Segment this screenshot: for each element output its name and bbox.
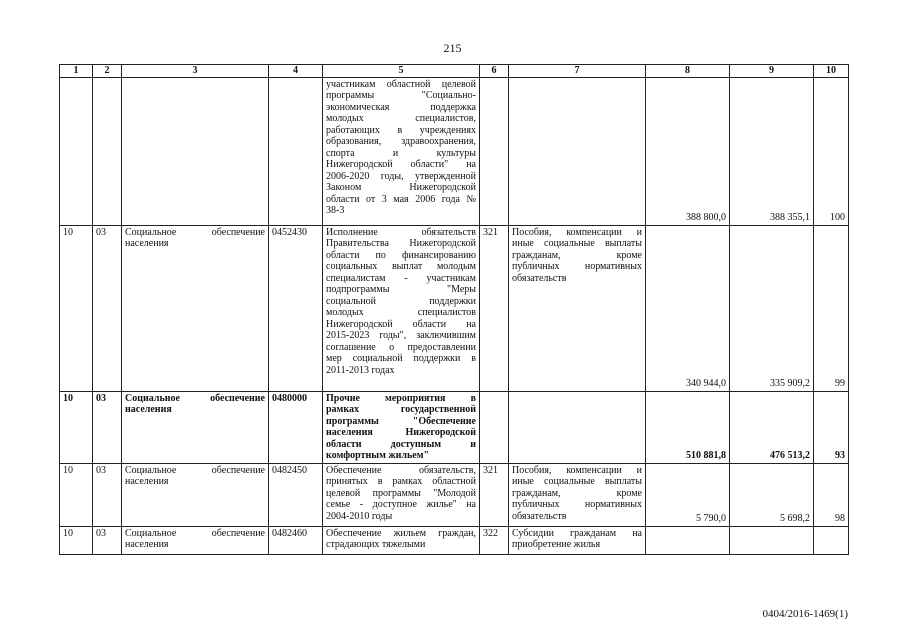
actual-amount-cell <box>730 526 814 554</box>
section-code-cell: 10 <box>60 463 93 526</box>
planned-amount-cell: 5 790,0 <box>646 463 730 526</box>
planned-amount-cell: 388 800,0 <box>646 77 730 225</box>
expense-type-cell <box>480 391 509 463</box>
header-cell: 4 <box>269 65 323 78</box>
cell-line: Нижегородской области" на <box>326 159 476 170</box>
planned-amount-cell: 340 944,0 <box>646 225 730 391</box>
article-name-cell <box>323 391 480 463</box>
cell-line: работающих в учреждениях <box>326 124 476 136</box>
article-name-cell <box>323 225 480 391</box>
header-cell: 5 <box>323 65 480 78</box>
actual-amount-cell: 388 355,1 <box>730 77 814 225</box>
section-name-cell: Социальное обеспечение населения <box>122 391 269 463</box>
cell-line: целевой программы "Молодой <box>326 487 476 499</box>
cell-line: программы "Социально- <box>326 90 476 101</box>
expense-type-name-cell <box>509 77 646 225</box>
section-code-cell: 10 <box>60 225 93 391</box>
target-article-cell: 0482460 <box>269 526 323 554</box>
target-article-cell: 0452430 <box>269 225 323 391</box>
cell-line: мер социальной поддержки в <box>326 353 476 364</box>
cell-line: подпрограммы "Меры <box>326 284 476 295</box>
cell-line: приобретение жилья <box>512 539 601 550</box>
expense-type-cell: 321 <box>480 463 509 526</box>
table-row <box>60 225 849 391</box>
section-code-cell: 10 <box>60 526 93 554</box>
article-name-cell <box>323 463 480 526</box>
cell-line: комфортным жильем" <box>326 450 430 461</box>
actual-amount-cell: 5 698,2 <box>730 463 814 526</box>
table-row <box>60 463 849 526</box>
cell-line: публичных нормативных <box>512 499 642 510</box>
cell-line: рамках государственной <box>326 404 476 415</box>
expense-type-name-cell <box>509 463 646 526</box>
cell-line: образования, здравоохранения, <box>326 136 476 147</box>
cell-line: Субсидии гражданам на <box>512 527 642 539</box>
section-code-cell: 10 <box>60 391 93 463</box>
subsection-code-cell <box>93 77 122 225</box>
cell-line: области по финансированию <box>326 249 476 261</box>
budget-table <box>59 64 849 555</box>
percent-cell: 98 <box>814 463 849 526</box>
section-name-cell <box>122 77 269 225</box>
document-code: 0404/2016-1469(1) <box>762 608 848 620</box>
cell-line: 2011-2013 годах <box>326 364 395 376</box>
cell-line: соглашение о предоставлении <box>326 341 476 353</box>
header-row <box>60 65 849 78</box>
table-row <box>60 391 849 463</box>
cell-line: 2004-2010 годы <box>326 510 393 522</box>
section-name-cell: Социальное обеспечение населения <box>122 225 269 391</box>
article-name-cell <box>323 77 480 225</box>
cell-line: молодых специалистов, <box>326 113 476 124</box>
cell-line: обязательств <box>512 510 567 522</box>
header-cell: 9 <box>730 65 814 78</box>
subsection-code-cell: 03 <box>93 526 122 554</box>
cell-line: молодых специалистов <box>326 307 476 318</box>
planned-amount-cell: 510 881,8 <box>646 391 730 463</box>
header-cell: 8 <box>646 65 730 78</box>
header-cell: 7 <box>509 65 646 78</box>
cell-line: 2006-2020 годы, утвержденной <box>326 170 476 182</box>
header-cell: 6 <box>480 65 509 78</box>
header-cell: 1 <box>60 65 93 78</box>
cell-line: Пособия, компенсации и <box>512 464 642 476</box>
expense-type-cell: 321 <box>480 225 509 391</box>
header-cell: 10 <box>814 65 849 78</box>
cell-line: Обеспечение обязательств, <box>326 464 476 476</box>
expense-type-name-cell <box>509 391 646 463</box>
cell-line: 38-3 <box>326 205 345 216</box>
cell-line: Пособия, компенсации и <box>512 226 642 238</box>
cell-line: населения Нижегородской <box>326 427 476 438</box>
cell-line: Нижегородской области на <box>326 318 476 330</box>
cell-line: Законом Нижегородской <box>326 182 476 193</box>
cell-line: социальной поддержки <box>326 295 476 307</box>
table-row <box>60 526 849 554</box>
cell-line: страдающих тяжелыми <box>326 539 426 550</box>
header-cell: 2 <box>93 65 122 78</box>
percent-cell: 99 <box>814 225 849 391</box>
cell-line: Обеспечение жильем граждан, <box>326 527 476 539</box>
table-row <box>60 77 849 225</box>
subsection-code-cell: 03 <box>93 225 122 391</box>
cell-line: принятых в рамках областной <box>326 476 476 487</box>
subsection-code-cell: 03 <box>93 463 122 526</box>
cell-line: иные социальные выплаты <box>512 238 642 249</box>
percent-cell: 93 <box>814 391 849 463</box>
section-name-cell: Социальное обеспечение населения <box>122 463 269 526</box>
article-name-cell <box>323 526 480 554</box>
page-number: 215 <box>443 41 462 55</box>
cell-line: семье - доступное жилье" на <box>326 499 476 510</box>
cell-line: участникам областной целевой <box>326 78 476 90</box>
percent-cell <box>814 526 849 554</box>
expense-type-cell: 322 <box>480 526 509 554</box>
target-article-cell: 0480000 <box>269 391 323 463</box>
section-code-cell <box>60 77 93 225</box>
actual-amount-cell: 476 513,2 <box>730 391 814 463</box>
cell-line: иные социальные выплаты <box>512 476 642 487</box>
actual-amount-cell: 335 909,2 <box>730 225 814 391</box>
cell-line: программы "Обеспечение <box>326 415 476 427</box>
section-name-cell: Социальное обеспечение населения <box>122 526 269 554</box>
cell-line: специалистам - участникам <box>326 272 476 284</box>
planned-amount-cell <box>646 526 730 554</box>
header-cell: 3 <box>122 65 269 78</box>
target-article-cell <box>269 77 323 225</box>
cell-line: публичных нормативных <box>512 261 642 272</box>
cell-line: гражданам, кроме <box>512 249 642 261</box>
cell-line: гражданам, кроме <box>512 487 642 499</box>
target-article-cell: 0482450 <box>269 463 323 526</box>
table-body <box>60 77 849 554</box>
expense-type-cell <box>480 77 509 225</box>
cell-line: 2015-2023 годы", заключившим <box>326 330 476 341</box>
cell-line: обязательств <box>512 272 567 284</box>
cell-line: Правительства Нижегородской <box>326 238 476 249</box>
expense-type-name-cell <box>509 526 646 554</box>
cell-line: области от 3 мая 2006 года № <box>326 193 476 205</box>
cell-line: Прочие мероприятия в <box>326 392 476 404</box>
expense-type-name-cell <box>509 225 646 391</box>
subsection-code-cell: 03 <box>93 391 122 463</box>
cell-line: экономическая поддержка <box>326 101 476 113</box>
cell-line: спорта и культуры <box>326 147 476 159</box>
percent-cell: 100 <box>814 77 849 225</box>
cell-line: социальных выплат молодым <box>326 261 476 272</box>
cell-line: области доступным и <box>326 438 476 450</box>
cell-line: Исполнение обязательств <box>326 226 476 238</box>
